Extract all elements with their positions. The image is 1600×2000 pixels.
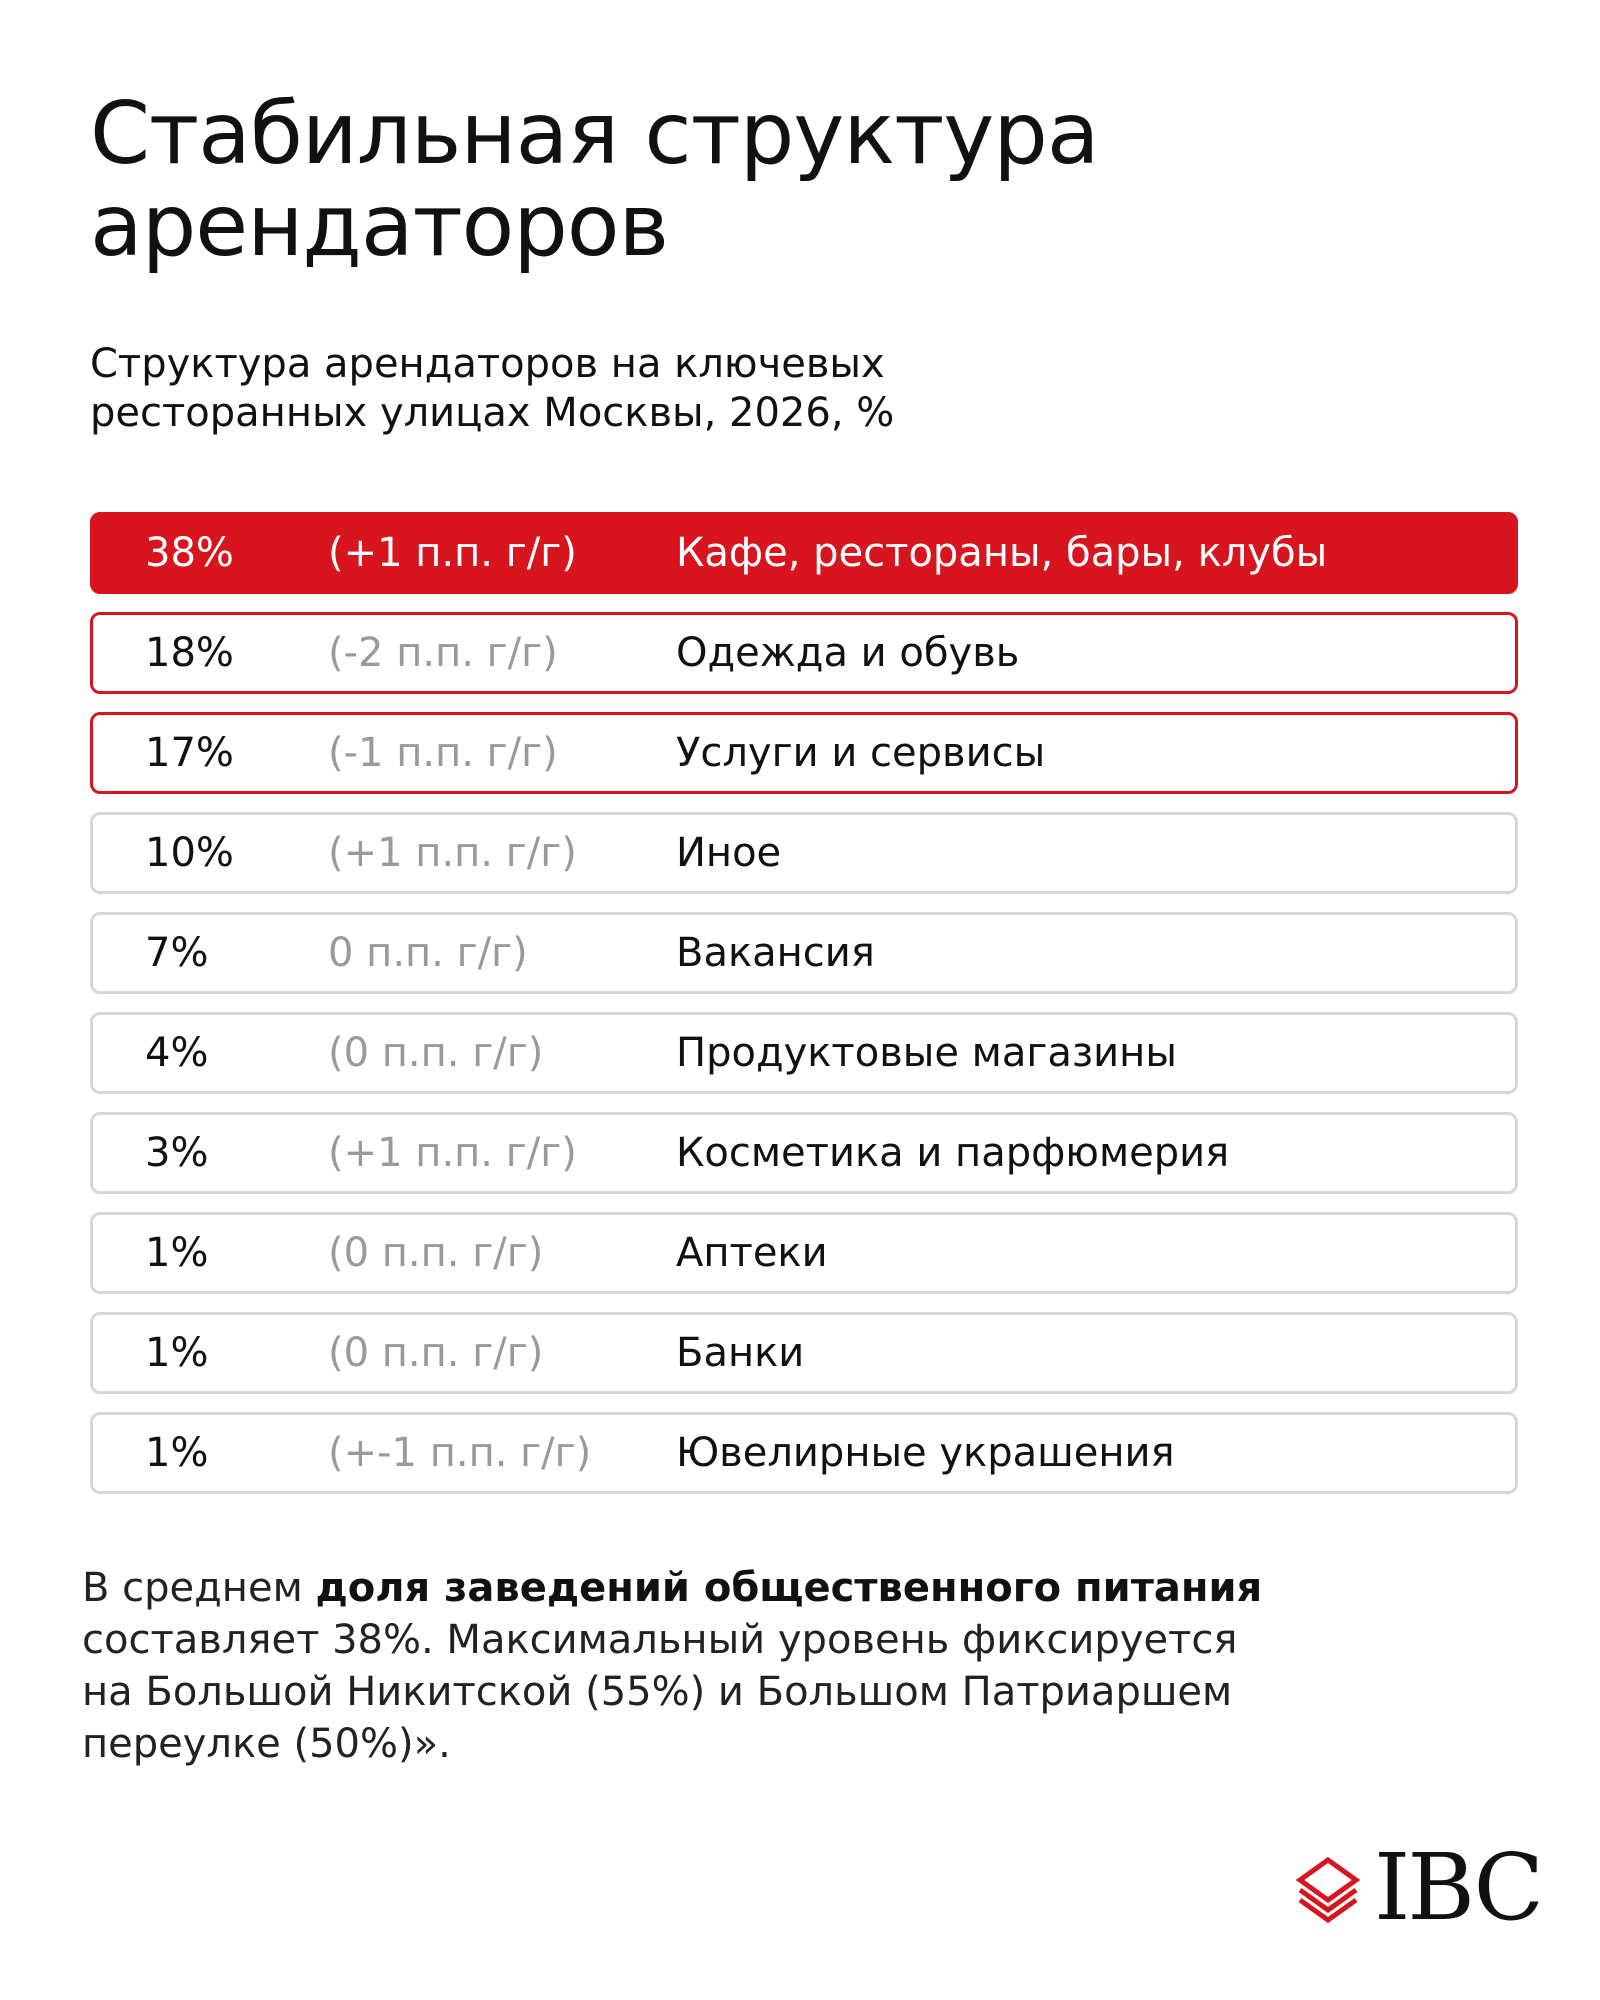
tenant-row xyxy=(90,1312,1518,1394)
row-share: 10% xyxy=(145,830,234,876)
tenant-row xyxy=(90,1012,1518,1094)
row-change: (+1 п.п. г/г) xyxy=(328,530,577,576)
subtitle-line: ресторанных улицах Москвы, 2026, % xyxy=(90,390,895,436)
ibc-logo xyxy=(1290,1834,1542,1941)
row-category: Одежда и обувь xyxy=(676,630,1020,676)
logo-text: IBC xyxy=(1374,1834,1542,1941)
note-line: составляет 38%. Максимальный уровень фиксируется xyxy=(82,1617,1238,1663)
row-category: Банки xyxy=(676,1330,805,1376)
subtitle xyxy=(90,340,1490,438)
tenant-row xyxy=(90,1112,1518,1194)
note-emphasis: доля заведений общественного питания xyxy=(315,1565,1263,1611)
row-change: (0 п.п. г/г) xyxy=(328,1330,544,1376)
row-share: 18% xyxy=(145,630,234,676)
row-category: Кафе, рестораны, бары, клубы xyxy=(676,530,1328,576)
tenant-row xyxy=(90,512,1518,594)
row-category: Вакансия xyxy=(676,930,875,976)
row-change: (+-1 п.п. г/г) xyxy=(328,1430,592,1476)
tenant-row xyxy=(90,712,1518,794)
stacked-layers-icon xyxy=(1290,1850,1366,1926)
row-share: 1% xyxy=(145,1330,209,1376)
note-line: на Большой Никитской (55%) и Большом Патриаршем xyxy=(82,1669,1233,1715)
row-share: 1% xyxy=(145,1230,209,1276)
row-category: Услуги и сервисы xyxy=(676,730,1046,776)
row-change: (-2 п.п. г/г) xyxy=(328,630,558,676)
row-category: Ювелирные украшения xyxy=(676,1430,1175,1476)
row-share: 17% xyxy=(145,730,234,776)
subtitle-line: Структура арендаторов на ключевых xyxy=(90,341,885,387)
summary-note xyxy=(82,1562,1502,1770)
row-change: (+1 п.п. г/г) xyxy=(328,830,577,876)
row-share: 38% xyxy=(145,530,234,576)
row-change: (+1 п.п. г/г) xyxy=(328,1130,577,1176)
tenant-row xyxy=(90,1212,1518,1294)
row-change: (0 п.п. г/г) xyxy=(328,1230,544,1276)
row-change: 0 п.п. г/г) xyxy=(328,930,528,976)
row-category: Иное xyxy=(676,830,782,876)
row-share: 4% xyxy=(145,1030,209,1076)
note-prefix: В среднем xyxy=(82,1565,316,1611)
tenant-row xyxy=(90,612,1518,694)
row-change: (0 п.п. г/г) xyxy=(328,1030,544,1076)
tenant-row xyxy=(90,812,1518,894)
row-share: 3% xyxy=(145,1130,209,1176)
title-line: арендаторов xyxy=(90,176,669,276)
row-change: (-1 п.п. г/г) xyxy=(328,730,558,776)
page-title xyxy=(90,84,1490,276)
title-line: Стабильная структура xyxy=(90,84,1099,184)
note-line xyxy=(82,1562,1502,1614)
row-category: Продуктовые магазины xyxy=(676,1030,1177,1076)
tenant-row xyxy=(90,912,1518,994)
row-category: Аптеки xyxy=(676,1230,828,1276)
row-share: 1% xyxy=(145,1430,209,1476)
tenant-row xyxy=(90,1412,1518,1494)
row-category: Косметика и парфюмерия xyxy=(676,1130,1230,1176)
row-share: 7% xyxy=(145,930,209,976)
tenant-structure-list xyxy=(90,512,1518,1512)
note-line: переулке (50%)». xyxy=(82,1721,451,1767)
